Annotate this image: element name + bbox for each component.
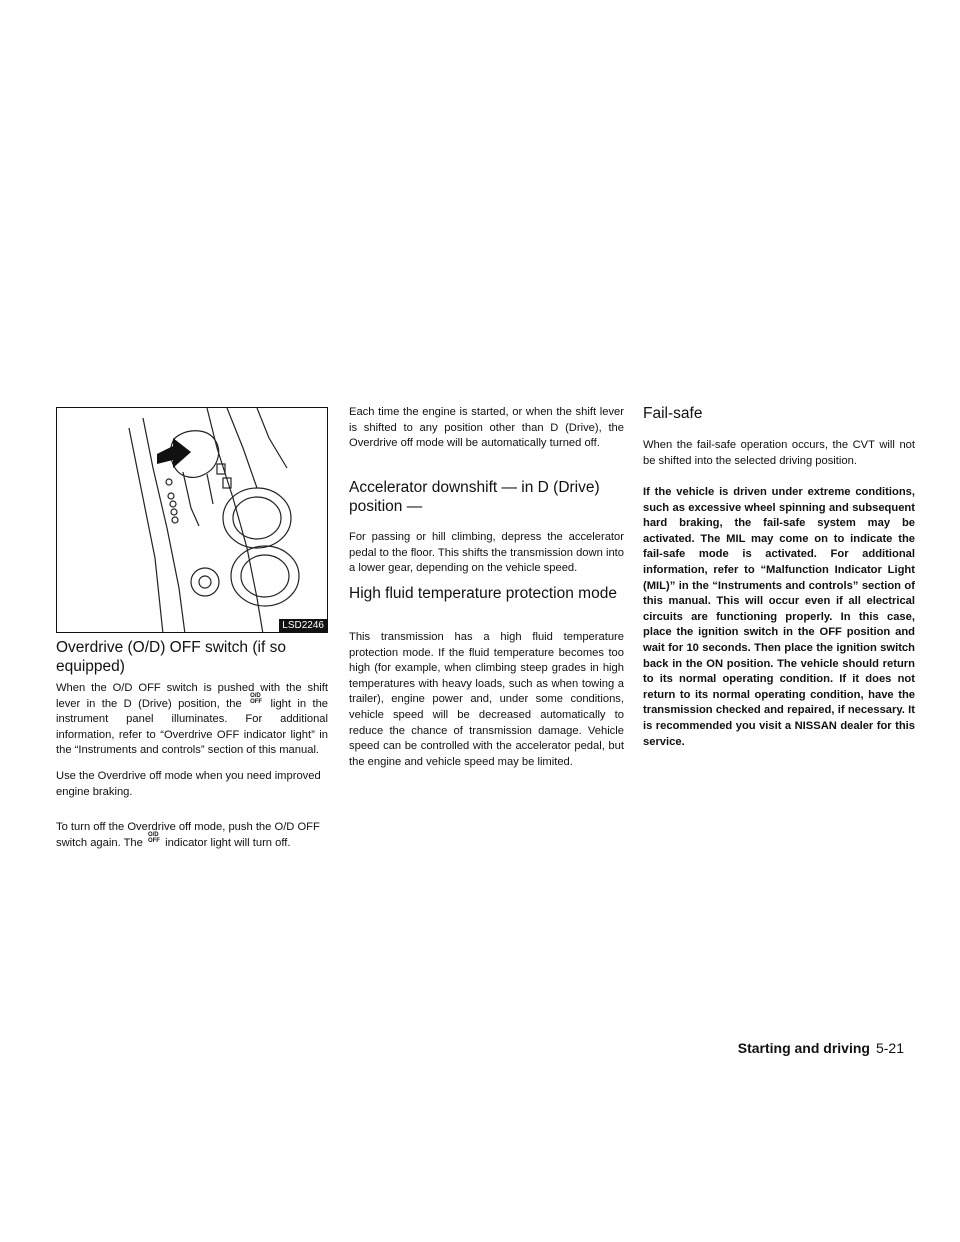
heading-od-off-switch: Overdrive (O/D) OFF switch (if so equipped): [56, 639, 286, 675]
text-od-off-intro-a: When the O/D OFF switch is pushed with the shift lever in the D (Drive) position, the: [56, 682, 328, 710]
heading-high-fluid-temp: High fluid temperature protection mode: [349, 585, 617, 602]
shift-lever-illustration: [56, 407, 328, 633]
figure-label: LSD2246: [279, 619, 327, 632]
paragraph-fail-safe-intro: When the fail-safe operation occurs, the CVT will not be shifted into the selected driving position.: [643, 439, 915, 467]
paragraph-auto-off: Each time the engine is started, or when the shift lever is shifted to any position other than D (Drive), the Overdrive off mode will be automatically turned off.: [349, 406, 624, 450]
text-od-off-intro-b: light in the instrument panel illuminates. For additional information, refer to “Overdrive OFF indicator light” in the “Instruments and controls” section of this manual.: [56, 697, 329, 757]
paragraph-accelerator: For passing or hill climbing, depress the accelerator pedal to the floor. This shifts the transmission down into a lower gear, depending on the vehicle speed.: [349, 531, 624, 575]
heading-accelerator-downshift: Accelerator downshift — in D (Drive) position —: [349, 479, 600, 515]
od-off-indicator-icon: O/D OFF: [250, 692, 263, 705]
section-title: Starting and driving: [737, 1040, 870, 1056]
paragraph-fail-safe-warning: If the vehicle is driven under extreme conditions, such as excessive wheel spinning and subsequent hard braking, the fail-safe system may be activated. The MIL may come on to indicate the fail-safe mode is activated. For additional information, refer to “Malfunction Indicator Light (MIL)” in the “Instruments and controls” section of this manual. This will occur even if all electrical circuits are functioning properly. In this case, place the ignition switch in the OFF position and wait for 10 seconds. Then place the ignition switch back in the ON position. The vehicle should return to its normal operating condition. If it does not return to its normal operating condition, have the transmission checked and repaired, if necessary. It is recommended you visit a NISSAN dealer for this service.: [643, 486, 915, 748]
od-off-indicator-icon: O/D OFF: [147, 831, 160, 844]
paragraph-turn-off: [56, 820, 328, 851]
shift-lever-icon: [57, 408, 328, 633]
text-turn-off-b: indicator light will turn off.: [165, 836, 291, 849]
paragraph-high-fluid-temp: This transmission has a high fluid temperature protection mode. If the fluid temperature becomes too high (for example, when climbing steep grades in high temperatures with heavy loads, such as when towing a trailer), engine power and, under some conditions, vehicle speed will be decreased automatically to reduce the chance of transmission damage. Vehicle speed can be controlled with the accelerator pedal, but the engine and vehicle speed may be limited.: [349, 631, 624, 768]
text-turn-off-a: To turn off the Overdrive off mode, push the O/D OFF switch again. The: [56, 821, 320, 849]
heading-fail-safe: Fail-safe: [643, 405, 703, 422]
paragraph-od-off-intro: [56, 681, 328, 759]
page-number: 5-21: [875, 1040, 904, 1056]
page-footer: [738, 1040, 904, 1056]
paragraph-engine-braking: Use the Overdrive off mode when you need improved engine braking.: [56, 770, 321, 798]
